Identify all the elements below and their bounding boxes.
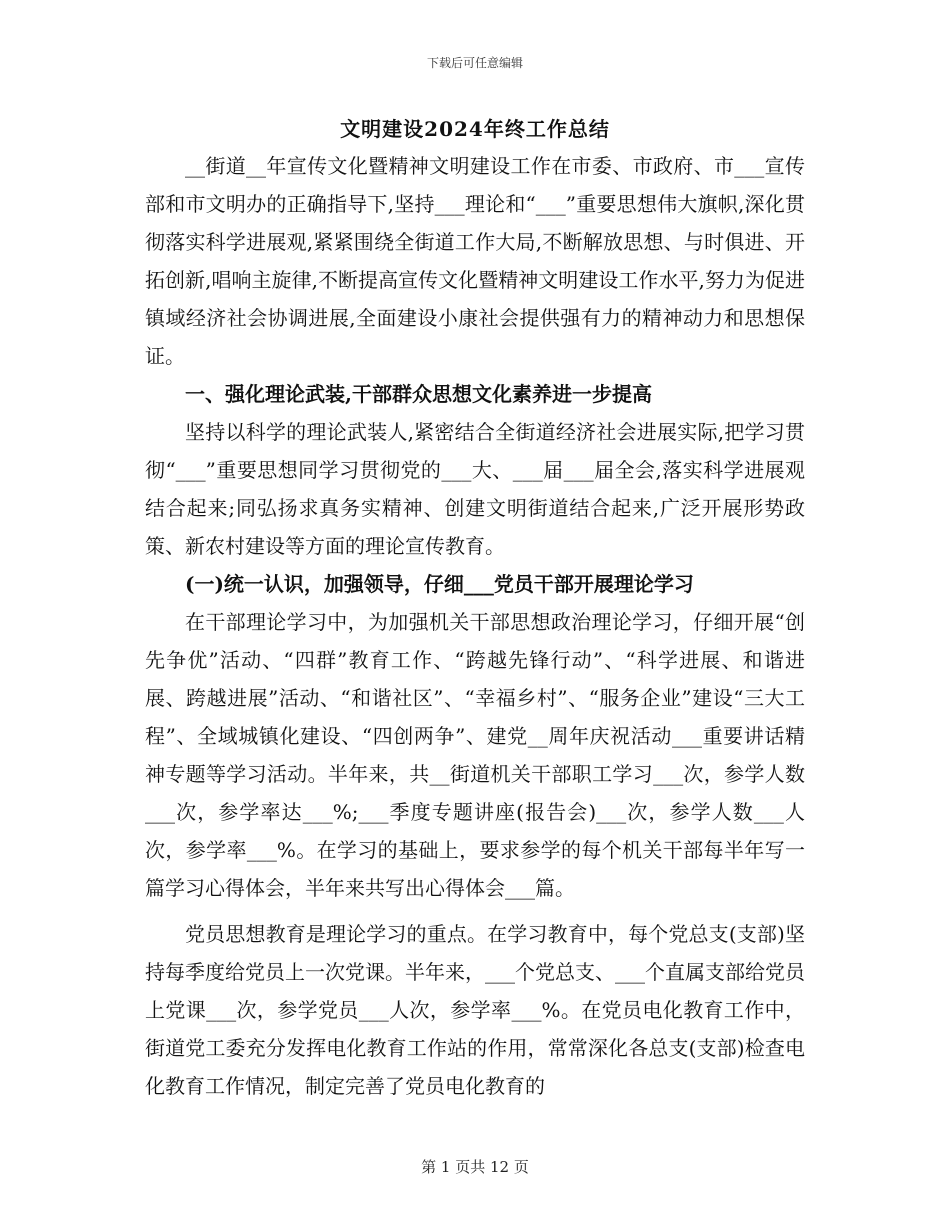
intro-paragraph: __街道__年宣传文化暨精神文明建设工作在市委、市政府、市___宣传部和市文明办的正确指导下,坚持___理论和“___”重要思想伟大旗帜,深化贯彻落实科学进展观,紧紧围绕全街道工作大局,不断解放思想、与时俱进、开拓创新,唱响主旋律,不断提高宣传文化暨精神文明建设工作水平,努力为促进镇域经济社会协调进展,全面建设小康社会提供强有力的精神动力和思想保证。	[145, 154, 805, 368]
document-title: 文明建设2024年终工作总结	[340, 117, 610, 141]
page-header-note: 下载后可任意编辑	[426, 56, 523, 70]
document-body	[145, 147, 805, 1105]
subsection-1-paragraph-1: 在干部理论学习中，为加强机关干部思想政治理论学习，仔细开展“创先争优”活动、“四群”教育工作、“跨越先锋行动”、“科学进展、和谐进展、跨越进展”活动、“和谐社区”、“幸福乡村”、“服务企业”建设“三大工程”、全域城镇化建设、“四创两争”、建党__周年庆祝活动___重要讲话精神专题等学习活动。半年来，共__街道机关干部职工学习___次，参学人数___次，参学率达___%;___季度专题讲座(报告会)___次，参学人数___人次，参学率___%。在学习的基础上，要求参学的每个机关干部每半年写一篇学习心得体会，半年来共写出心得体会___篇。	[145, 610, 805, 900]
subsection-1-paragraph-2: 党员思想教育是理论学习的重点。在学习教育中，每个党总支(支部)坚持每季度给党员上一次党课。半年来，___个党总支、___个直属支部给党员上党课___次，参学党员___人次，参学率___%。在党员电化教育工作中，街道党工委充分发挥电化教育工作站的作用，常常深化各总支(支部)检查电化教育工作情况，制定完善了党员电化教育的	[145, 922, 805, 1098]
page-footer-indicator: 第 1 页共 12 页	[421, 1158, 529, 1176]
section-1-paragraph: 坚持以科学的理论武装人,紧密结合全街道经济社会进展实际,把学习贯彻“___”重要思想同学习贯彻党的___大、___届___届全会,落实科学进展观结合起来;同弘扬求真务实精神、创建文明街道结合起来,广泛开展形势政策、新农村建设等方面的理论宣传教育。	[145, 420, 805, 558]
subsection-heading-1: (一)统一认识，加强领导，仔细___党员干部开展理论学习	[185, 572, 694, 596]
section-heading-1: 一、强化理论武装,干部群众思想文化素养进一步提高	[185, 382, 652, 406]
